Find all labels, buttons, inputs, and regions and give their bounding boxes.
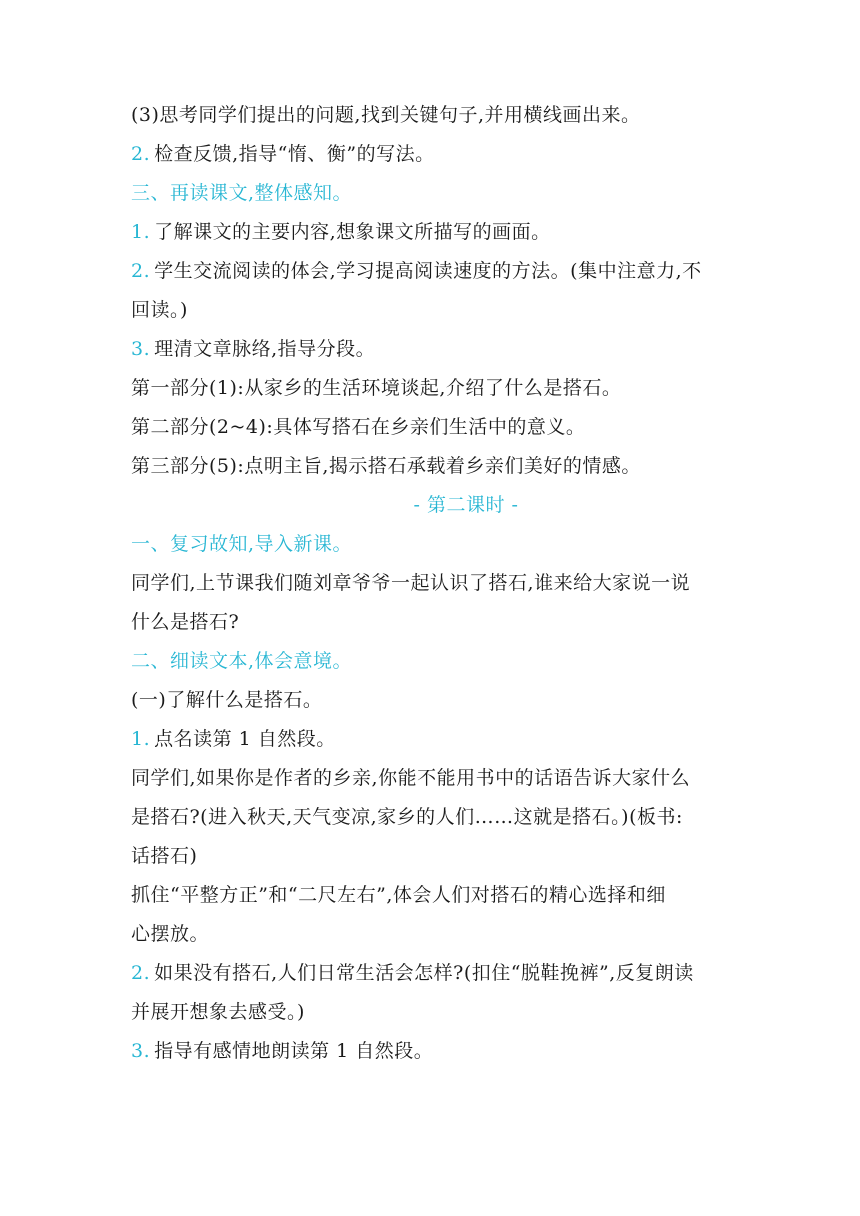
- list-item: 2. 如果没有搭石,人们日常生活会怎样?(扣住“脱鞋挽裤”,反复朗读: [131, 962, 694, 984]
- list-item: 2. 检查反馈,指导“惰、衡”的写法。: [131, 143, 435, 165]
- item-number: 1.: [131, 728, 151, 750]
- list-item: 1. 点名读第 1 自然段。: [131, 728, 336, 750]
- item-number: 3.: [131, 338, 151, 360]
- text-line: 第一部分(1):从家乡的生活环境谈起,介绍了什么是搭石。: [131, 377, 622, 399]
- list-item: 3. 理清文章脉络,指导分段。: [131, 338, 376, 360]
- text-line: 回读。): [131, 299, 188, 321]
- text-line: 话搭石): [131, 845, 198, 867]
- list-item: 3. 指导有感情地朗读第 1 自然段。: [131, 1040, 434, 1062]
- text-line: 同学们,如果你是作者的乡亲,你能不能用书中的话语告诉大家什么: [131, 767, 691, 789]
- list-item: 1. 了解课文的主要内容,想象课文所描写的画面。: [131, 221, 551, 243]
- text-line: 第二部分(2~4):具体写搭石在乡亲们生活中的意义。: [131, 416, 586, 438]
- text-line: 抓住“平整方正”和“二尺左右”,体会人们对搭石的精心选择和细: [131, 884, 666, 906]
- lesson-title: - 第二课时 -: [413, 494, 519, 516]
- item-number: 2.: [131, 143, 151, 165]
- section-heading: 三、再读课文,整体感知。: [131, 182, 353, 204]
- text-line: 什么是搭石?: [131, 611, 240, 633]
- text-line: 是搭石?(进入秋天,天气变凉,家乡的人们……这就是搭石。)(板书:: [131, 806, 683, 828]
- text-line: 同学们,上节课我们随刘章爷爷一起认识了搭石,谁来给大家说一说: [131, 572, 691, 594]
- text-line: 心摆放。: [131, 923, 210, 945]
- text-line: (3)思考同学们提出的问题,找到关键句子,并用横线画出来。: [131, 104, 641, 126]
- text-line: (一)了解什么是搭石。: [131, 689, 323, 711]
- item-number: 3.: [131, 1040, 151, 1062]
- item-number: 1.: [131, 221, 151, 243]
- list-item: 2. 学生交流阅读的体会,学习提高阅读速度的方法。(集中注意力,不: [131, 260, 702, 282]
- item-number: 2.: [131, 962, 151, 984]
- section-heading: 一、复习故知,导入新课。: [131, 533, 353, 555]
- item-number: 2.: [131, 260, 151, 282]
- section-heading: 二、细读文本,体会意境。: [131, 650, 353, 672]
- document-page: [131, 96, 731, 1071]
- text-line: 第三部分(5):点明主旨,揭示搭石承载着乡亲们美好的情感。: [131, 455, 641, 477]
- text-line: 并展开想象去感受。): [131, 1001, 305, 1023]
